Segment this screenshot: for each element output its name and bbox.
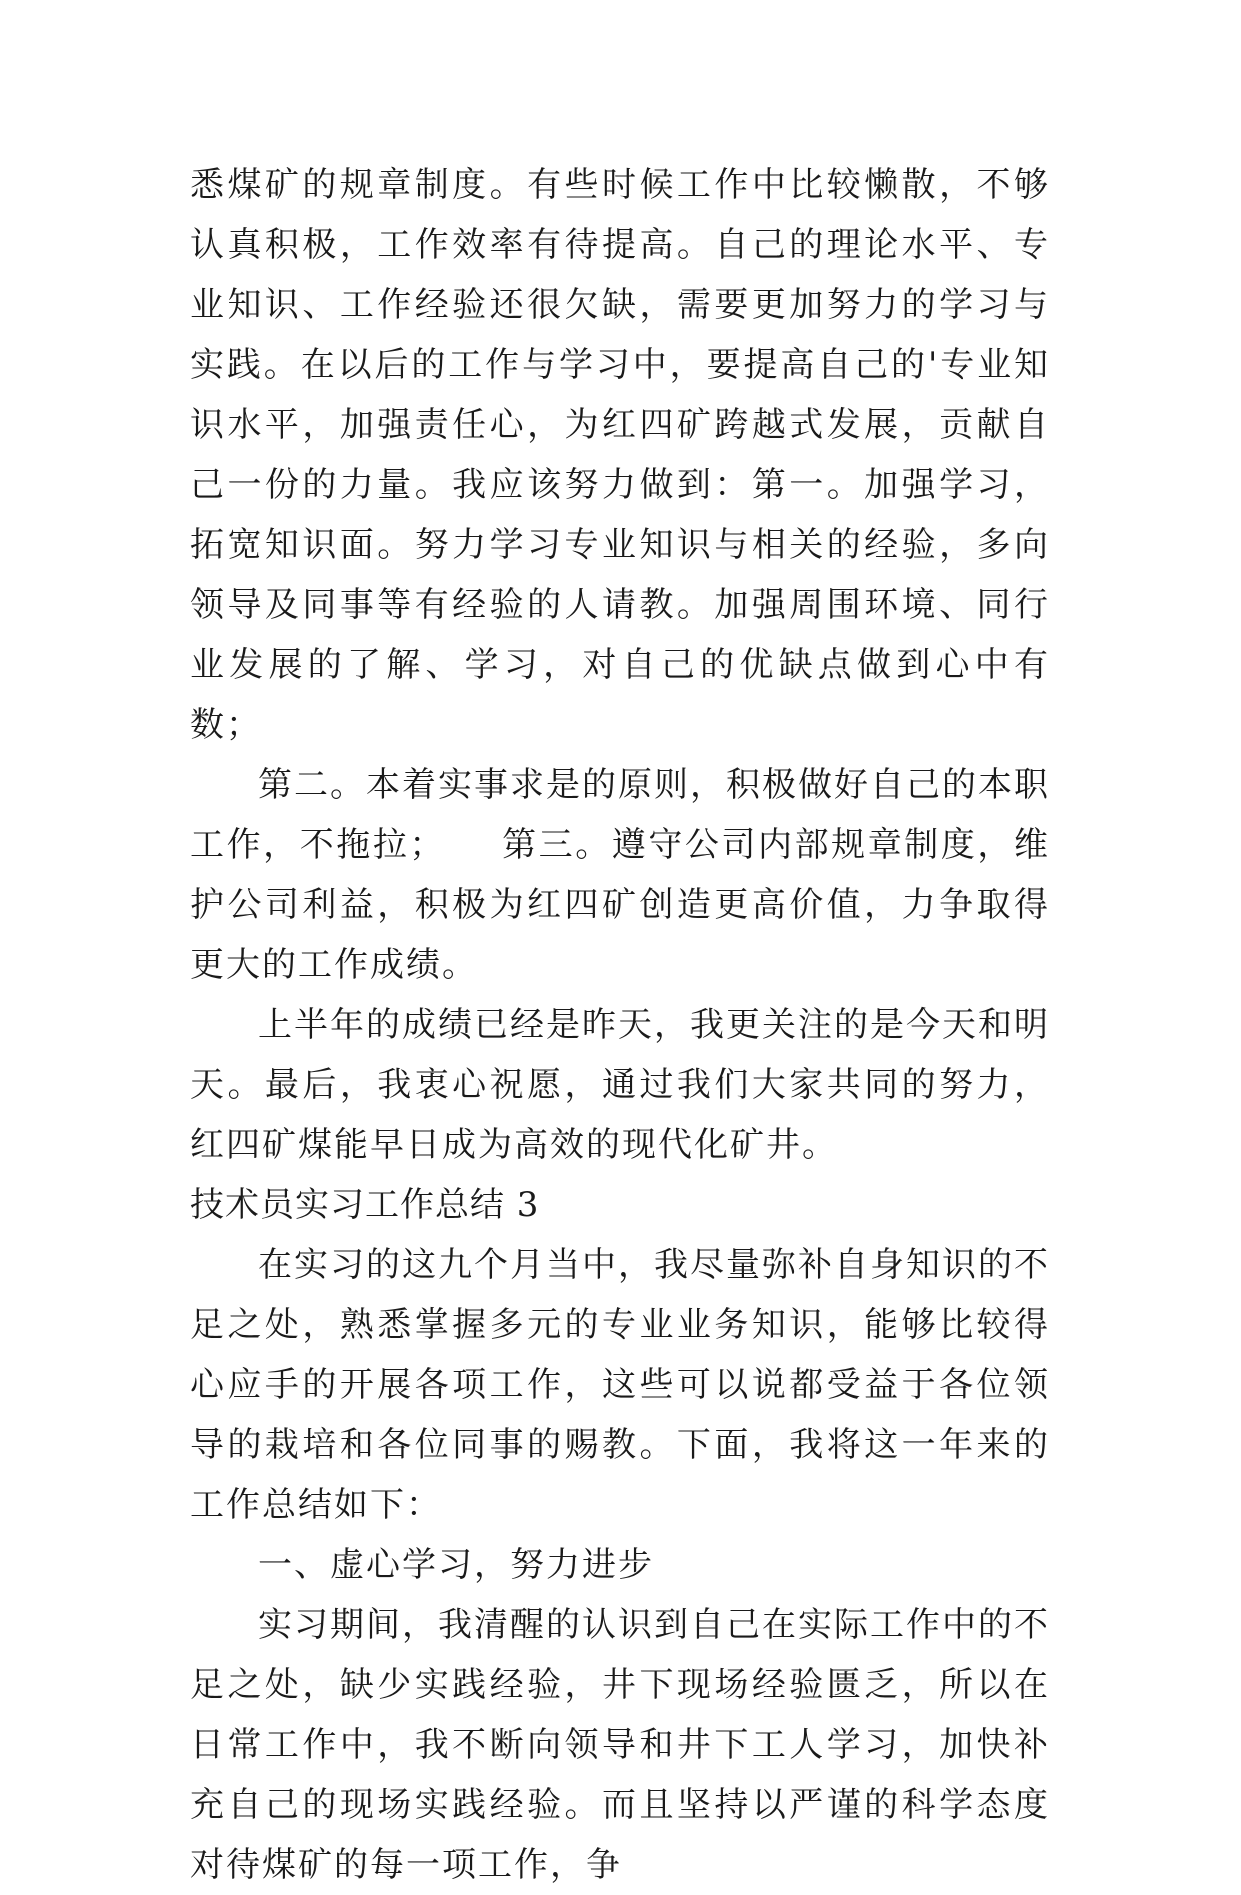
paragraph-closing-wish: 上半年的成绩已经是昨天，我更关注的是今天和明天。最后，我衷心祝愿，通过我们大家共同的努力，红四矿煤能早日成为高效的现代化矿井。 (190, 1005, 1050, 1165)
document-body (190, 155, 1050, 1895)
paragraph-continuation: 悉煤矿的规章制度。有些时候工作中比较懒散，不够认真积极，工作效率有待提高。自己的理论水平、专业知识、工作经验还很欠缺，需要更加努力的学习与实践。在以后的工作与学习中，要提高自己的'专业知识水平，加强责任心，为红四矿跨越式发展，贡献自己一份的力量。我应该努力做到：第一。加强学习，拓宽知识面。努力学习专业知识与相关的经验，多向领导及同事等有经验的人请教。加强周围环境、同行业发展的了解、学习，对自己的优缺点做到心中有数； (190, 165, 1050, 745)
paragraph-second-third-points: 第二。本着实事求是的原则，积极做好自己的本职工作，不拖拉； 第三。遵守公司内部规章制度，维护公司利益，积极为红四矿创造更高价值，力争取得更大的工作成绩。 (190, 765, 1050, 985)
subheading-learning: 一、虚心学习，努力进步 (258, 1545, 654, 1585)
paragraph-intro: 在实习的这九个月当中，我尽量弥补自身知识的不足之处，熟悉掌握多元的专业业务知识，能够比较得心应手的开展各项工作，这些可以说都受益于各位领导的栽培和各位同事的赐教。下面，我将这一年来的工作总结如下： (190, 1245, 1050, 1525)
paragraph-internship-learning: 实习期间，我清醒的认识到自己在实际工作中的不足之处，缺少实践经验，井下现场经验匮乏，所以在日常工作中，我不断向领导和井下工人学习，加快补充自己的现场实践经验。而且坚持以严谨的科学态度对待煤矿的每一项工作，争 (190, 1605, 1050, 1885)
section-heading: 技术员实习工作总结 3 (190, 1185, 540, 1225)
